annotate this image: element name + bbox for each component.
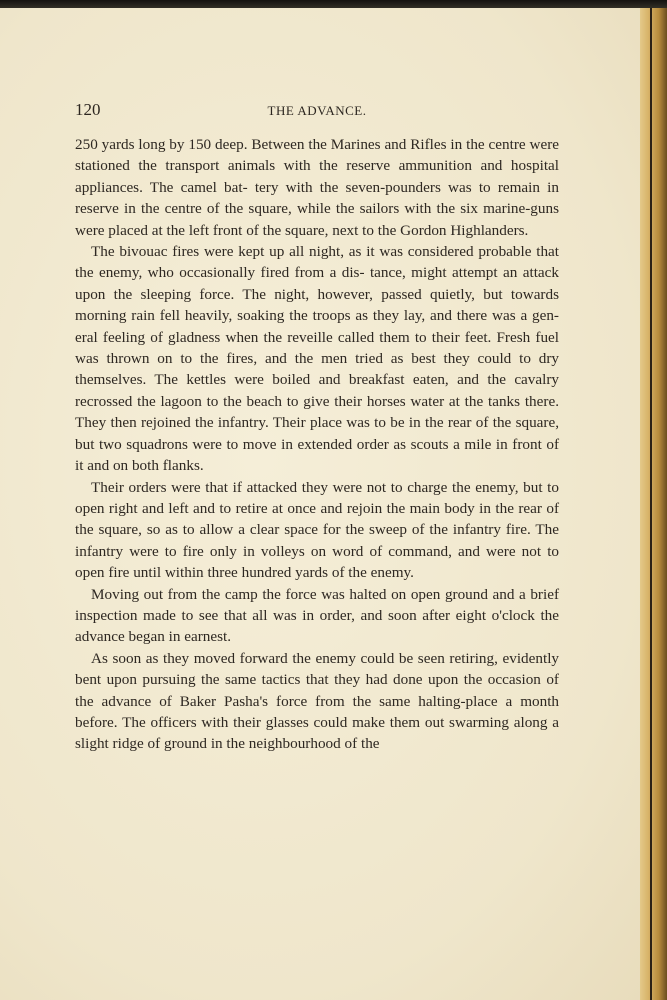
text-line: eral feeling of gladness when the reveille called them to their (75, 328, 460, 346)
page-header (75, 100, 559, 122)
text-line: tance, might attempt an attack upon the sleeping force. The (75, 264, 559, 303)
text-line: the square, but two squadrons were to move in extended order (75, 414, 560, 453)
text-line: were to fire only in volleys on word of command, and were not (129, 542, 542, 560)
text-line: Highlanders. (450, 221, 529, 239)
text-line: tery with the seven-pounders was to remain in reserve in the (75, 178, 559, 218)
text-line: Their orders were that if attacked they were not to charge (91, 478, 448, 496)
text-line: Moving out from the camp the force was halted on open (91, 585, 441, 603)
page-body-text (75, 134, 559, 755)
paragraph (75, 477, 559, 584)
text-line: rejoin the main body in the rear of the square, so as to allow (75, 499, 560, 539)
text-line: probable that the enemy, who occasionally fired from a dis- (75, 243, 559, 282)
page-number: 120 (75, 100, 101, 119)
paragraph (75, 241, 559, 476)
paragraph (75, 134, 559, 241)
text-line: Pasha's force from the same halting-place a month before. (75, 692, 560, 731)
text-line: a clear space for the sweep of the infantry fire. The infantry (75, 521, 559, 560)
paragraph (75, 648, 559, 755)
text-line: centre of the square, while the sailors with the six marine-guns (164, 200, 560, 218)
text-line: as scouts a mile in front of it and on both flanks. (75, 435, 560, 475)
text-line: were placed at the left front of the square, next to the Gordon (75, 221, 447, 239)
text-line: to open fire until within three hundred yards of the enemy. (75, 542, 560, 582)
text-line: The bivouac fires were kept up all night, as it was considered (91, 243, 474, 261)
text-line: they had done upon the occasion of the advance of Baker (75, 671, 559, 710)
text-line: in the centre were stationed the transport animals with the (75, 136, 559, 175)
text-line: The officers with their glasses could make them out swarming (122, 713, 509, 731)
text-line: then rejoined the infantry. Their place was to be in the rear of (110, 414, 489, 432)
text-line: retiring, evidently bent upon pursuing the same tactics that (75, 649, 560, 689)
text-line: and breakfast eaten, and the cavalry recrossed the lagoon to (75, 371, 560, 410)
text-line: ground and a brief inspection made to see that all was in order, (75, 585, 560, 624)
text-line: the beach to give their horses water at the tanks there. They (75, 392, 559, 432)
text-line: along a slight ridge of ground in the neighbourhood of the (75, 713, 560, 753)
text-line: the enemy, but to open right and left and to retire at once and (75, 478, 559, 517)
text-line: night, however, passed quietly, but towards morning rain fell (75, 285, 559, 325)
text-line: as best they could to dry themselves. The kettles were boiled (75, 350, 560, 389)
text-line: heavily, soaking the troops as they lay, and there was a gen- (184, 307, 559, 325)
text-line: reserve ammunition and hospital appliances. The camel bat- (75, 157, 560, 196)
paragraph (75, 584, 559, 648)
page-gutter-line (650, 8, 652, 1000)
text-line: and soon after eight o'clock the advance began in earnest. (75, 606, 560, 646)
text-line: As soon as they moved forward the enemy could be seen (91, 649, 445, 667)
book-spine-edge (640, 8, 667, 1000)
text-line: 250 yards long by 150 deep. Between the Marines and Rifles (75, 136, 447, 153)
text-line: feet. Fresh fuel was thrown on to the fires, and the men tried (75, 328, 559, 368)
running-head: THE ADVANCE. (267, 103, 367, 118)
